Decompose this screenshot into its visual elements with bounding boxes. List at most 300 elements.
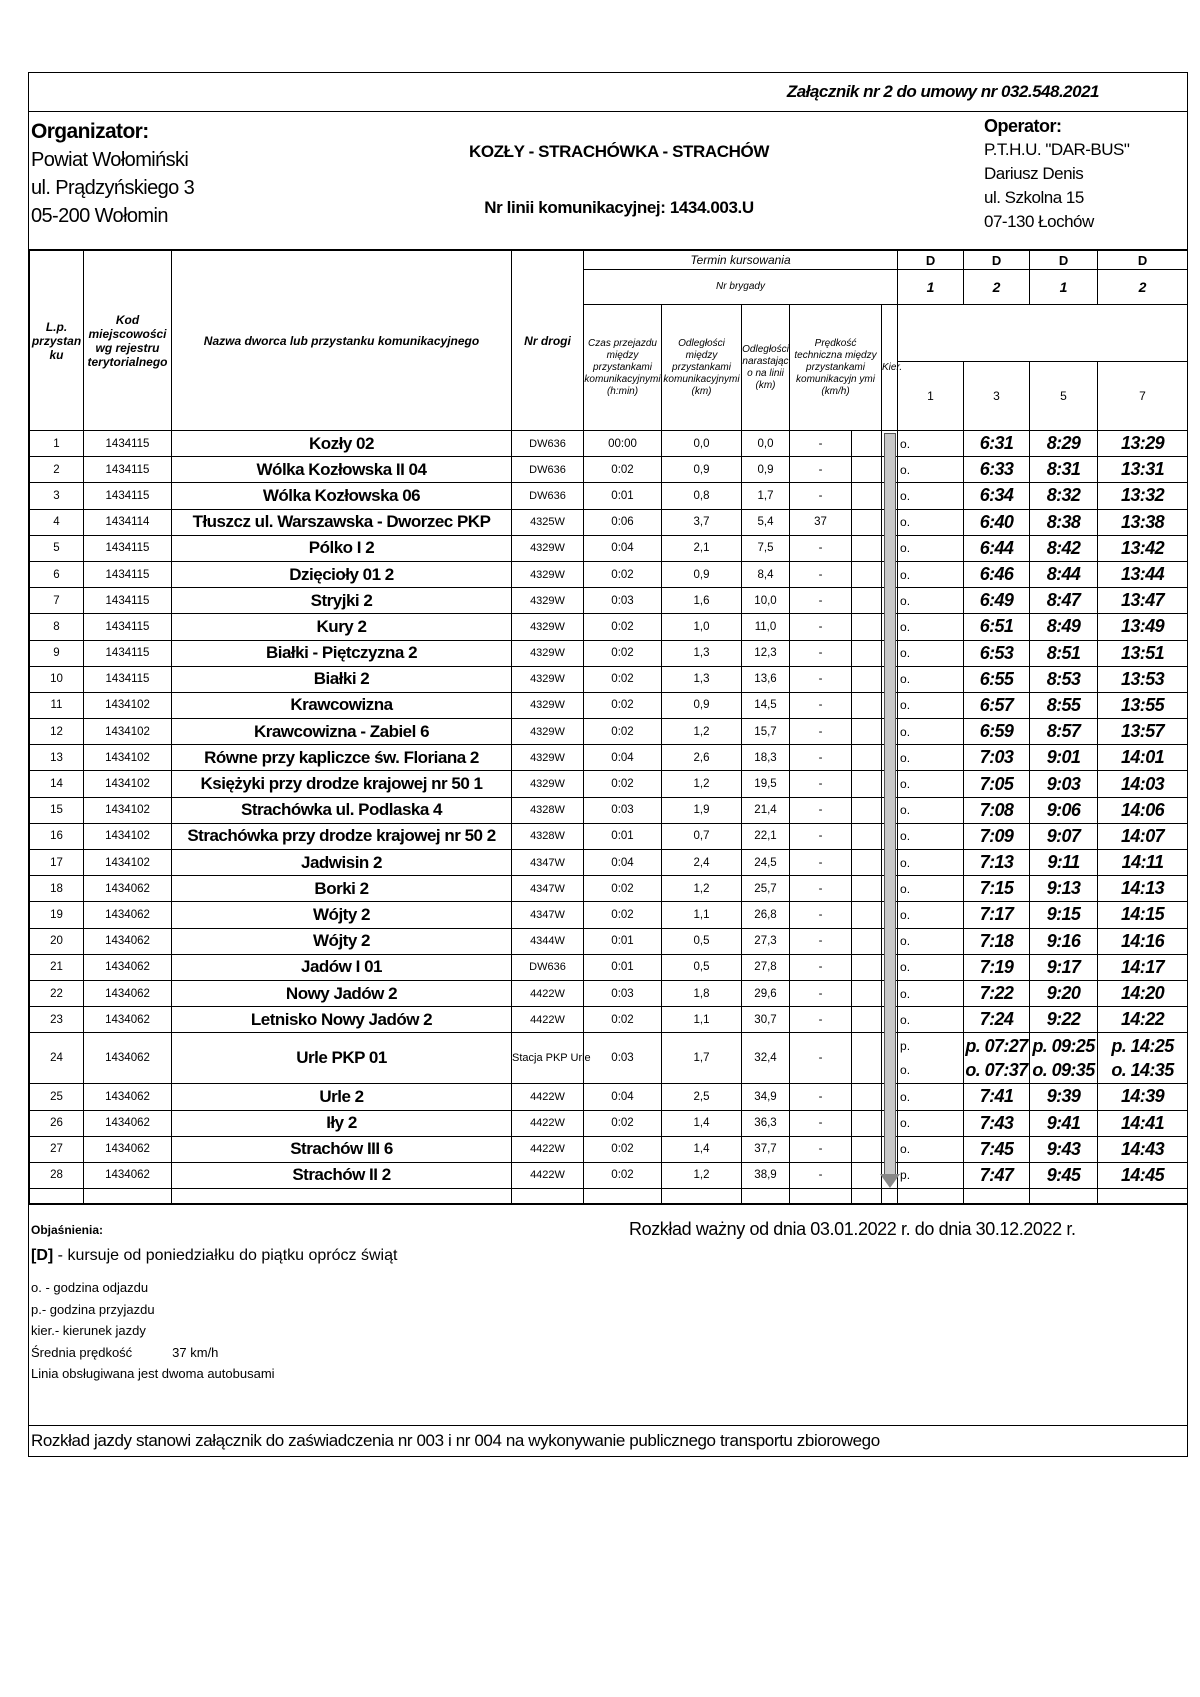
speed: - — [790, 1033, 852, 1084]
departure-time: 14:41 — [1098, 1110, 1188, 1136]
stop-number: 16 — [30, 823, 84, 849]
arrival-departure-mark: o. — [898, 954, 964, 980]
departure-time: 9:06 — [1030, 797, 1098, 823]
departure-time: 13:51 — [1098, 640, 1188, 666]
certificate-note: Rozkład jazdy stanowi załącznik do zaświadczenia nr 003 i nr 004 na wykonywanie publicznego transportu zbiorowego — [29, 1425, 1187, 1456]
departure-time: 7:47 — [964, 1162, 1030, 1188]
distance: 1,4 — [662, 1110, 742, 1136]
speed: - — [790, 876, 852, 902]
speed: 37 — [790, 509, 852, 535]
road-number: 4329W — [512, 561, 584, 587]
travel-time: 0:03 — [584, 797, 662, 823]
locality-code: 1434062 — [84, 980, 172, 1006]
travel-time: 0:03 — [584, 588, 662, 614]
header-cumulative-distance: Odległości narastając o na linii (km) — [742, 305, 790, 431]
departure-time: 13:32 — [1098, 483, 1188, 509]
header-block — [29, 112, 1187, 250]
header-brigade-3: 1 — [1030, 270, 1098, 305]
arrival-departure-mark: o. — [898, 640, 964, 666]
travel-time: 0:01 — [584, 928, 662, 954]
departure-time: 13:57 — [1098, 719, 1188, 745]
locality-code: 1434115 — [84, 588, 172, 614]
table-row — [30, 1007, 1188, 1033]
departure-time: 9:07 — [1030, 823, 1098, 849]
road-number: 4329W — [512, 535, 584, 561]
departure-time: 6:57 — [964, 692, 1030, 718]
road-number: DW636 — [512, 954, 584, 980]
stop-name: Wójty 2 — [172, 928, 512, 954]
locality-code: 1434115 — [84, 483, 172, 509]
departure-time: 6:49 — [964, 588, 1030, 614]
route-block — [449, 142, 789, 218]
locality-code: 1434102 — [84, 745, 172, 771]
locality-code: 1434114 — [84, 509, 172, 535]
speed: - — [790, 535, 852, 561]
cumulative-distance: 27,3 — [742, 928, 790, 954]
departure-time: 7:24 — [964, 1007, 1030, 1033]
road-number: 4422W — [512, 980, 584, 1006]
departure-time: 13:38 — [1098, 509, 1188, 535]
departure-time: 8:55 — [1030, 692, 1098, 718]
stop-number: 11 — [30, 692, 84, 718]
distance: 0,9 — [662, 692, 742, 718]
spacer-cell — [852, 1007, 882, 1033]
road-number: 4328W — [512, 823, 584, 849]
departure-time: 13:29 — [1098, 431, 1188, 457]
table-row — [30, 614, 1188, 640]
table-row — [30, 535, 1188, 561]
distance: 1,3 — [662, 640, 742, 666]
table-row — [30, 1084, 1188, 1110]
road-number: 4329W — [512, 588, 584, 614]
header-course-3: 5 — [1030, 362, 1098, 431]
road-number: 4344W — [512, 928, 584, 954]
distance: 0,5 — [662, 928, 742, 954]
header-course-1: 1 — [898, 362, 964, 431]
travel-time: 0:02 — [584, 457, 662, 483]
cumulative-distance: 13,6 — [742, 666, 790, 692]
departure-time: 14:20 — [1098, 980, 1188, 1006]
travel-time: 0:01 — [584, 954, 662, 980]
route-name: KOZŁY - STRACHÓWKA - STRACHÓW — [468, 142, 770, 161]
arrival-departure-mark: o. — [898, 902, 964, 928]
departure-time: 6:33 — [964, 457, 1030, 483]
road-number: DW636 — [512, 457, 584, 483]
table-row — [30, 483, 1188, 509]
speed-label: Średnia prędkość — [31, 1344, 133, 1360]
spacer-cell — [852, 1136, 882, 1162]
departure-time: 8:57 — [1030, 719, 1098, 745]
arrival-departure-mark — [898, 1033, 964, 1084]
timetable-table — [29, 250, 1188, 1204]
header-day-3: D — [1030, 251, 1098, 270]
speed: - — [790, 692, 852, 718]
cumulative-distance: 10,0 — [742, 588, 790, 614]
stop-number: 3 — [30, 483, 84, 509]
departure-time: 6:53 — [964, 640, 1030, 666]
stop-number: 15 — [30, 797, 84, 823]
cumulative-distance: 36,3 — [742, 1110, 790, 1136]
speed: - — [790, 745, 852, 771]
table-row — [30, 588, 1188, 614]
cumulative-distance: 26,8 — [742, 902, 790, 928]
spacer-cell — [852, 876, 882, 902]
departure-time: 7:03 — [964, 745, 1030, 771]
spacer-cell — [852, 719, 882, 745]
road-number: 4347W — [512, 902, 584, 928]
stop-number: 8 — [30, 614, 84, 640]
departure-time: 9:20 — [1030, 980, 1098, 1006]
distance: 1,6 — [662, 588, 742, 614]
table-row — [30, 561, 1188, 587]
spacer-cell — [852, 509, 882, 535]
spacer-cell — [852, 771, 882, 797]
departure-time: 8:31 — [1030, 457, 1098, 483]
operator-line1: P.T.H.U. "DAR-BUS" — [984, 140, 1130, 159]
distance: 0,5 — [662, 954, 742, 980]
departure-time: 9:41 — [1030, 1110, 1098, 1136]
header-day-2: D — [964, 251, 1030, 270]
stop-name: Wójty 2 — [172, 902, 512, 928]
stop-name: Wólka Kozłowska 06 — [172, 483, 512, 509]
road-number: DW636 — [512, 483, 584, 509]
header-course-2: 3 — [964, 362, 1030, 431]
departure-time: 14:13 — [1098, 876, 1188, 902]
spacer-cell — [852, 980, 882, 1006]
cumulative-distance: 29,6 — [742, 980, 790, 1006]
stop-number: 28 — [30, 1162, 84, 1188]
travel-time: 0:04 — [584, 850, 662, 876]
cumulative-distance: 7,5 — [742, 535, 790, 561]
travel-time: 0:06 — [584, 509, 662, 535]
stop-number: 25 — [30, 1084, 84, 1110]
arrival-departure-mark: o. — [898, 561, 964, 587]
road-number: 4422W — [512, 1110, 584, 1136]
travel-time: 0:02 — [584, 1007, 662, 1033]
stop-number: 20 — [30, 928, 84, 954]
stop-number: 1 — [30, 431, 84, 457]
departure-time: 13:44 — [1098, 561, 1188, 587]
speed: - — [790, 1162, 852, 1188]
speed: - — [790, 614, 852, 640]
arrival-departure-mark: o. — [898, 588, 964, 614]
header-lp: L.p. przystan ku — [30, 251, 84, 431]
spacer-cell — [852, 640, 882, 666]
distance: 0,9 — [662, 561, 742, 587]
departure-time: 14:39 — [1098, 1084, 1188, 1110]
cumulative-distance: 15,7 — [742, 719, 790, 745]
stop-name: Krawcowizna - Zabiel 6 — [172, 719, 512, 745]
arrival-departure-mark: o. — [898, 823, 964, 849]
arrival-time: p. 09:25 — [1032, 1036, 1095, 1057]
table-row — [30, 719, 1188, 745]
header-travel-time: Czas przejazdu między przystankami komunikacyjnymi (h:min) — [584, 305, 662, 431]
speed: - — [790, 771, 852, 797]
operator-block — [984, 114, 1129, 234]
legend-speed — [31, 1342, 275, 1364]
departure-time: 9:45 — [1030, 1162, 1098, 1188]
stop-number: 9 — [30, 640, 84, 666]
direction-arrow-icon — [880, 1174, 900, 1188]
road-number: 4422W — [512, 1136, 584, 1162]
speed: - — [790, 561, 852, 587]
cumulative-distance: 19,5 — [742, 771, 790, 797]
departure-time: 9:15 — [1030, 902, 1098, 928]
stop-name: Białki 2 — [172, 666, 512, 692]
distance: 0,9 — [662, 457, 742, 483]
departure-time: 8:42 — [1030, 535, 1098, 561]
travel-time: 0:02 — [584, 902, 662, 928]
arrival-departure-mark: o. — [898, 431, 964, 457]
stop-number: 27 — [30, 1136, 84, 1162]
stop-number: 22 — [30, 980, 84, 1006]
stop-number: 4 — [30, 509, 84, 535]
header-day-4: D — [1098, 251, 1188, 270]
arrival-time: p. 14:25 — [1111, 1036, 1174, 1057]
table-wrap — [29, 250, 1187, 1204]
distance: 1,2 — [662, 771, 742, 797]
arrival-departure-mark: o. — [898, 797, 964, 823]
distance: 1,1 — [662, 902, 742, 928]
departure-time: 13:53 — [1098, 666, 1188, 692]
departure-time: 13:47 — [1098, 588, 1188, 614]
departure-time: 13:31 — [1098, 457, 1188, 483]
departure-time: 14:45 — [1098, 1162, 1188, 1188]
legend-departure: o. - godzina odjazdu — [31, 1280, 149, 1296]
departure-time: 8:49 — [1030, 614, 1098, 640]
road-number: DW636 — [512, 431, 584, 457]
operator-line3: ul. Szkolna 15 — [984, 188, 1084, 207]
stop-number: 24 — [30, 1033, 84, 1084]
distance: 2,4 — [662, 850, 742, 876]
table-row — [30, 980, 1188, 1006]
distance: 0,7 — [662, 823, 742, 849]
departure-time: 14:11 — [1098, 850, 1188, 876]
departure-time: 6:44 — [964, 535, 1030, 561]
cumulative-distance: 8,4 — [742, 561, 790, 587]
spacer-cell — [852, 535, 882, 561]
departure-time: 7:09 — [964, 823, 1030, 849]
stop-name: Letnisko Nowy Jadów 2 — [172, 1007, 512, 1033]
direction-arrow-bar — [884, 433, 896, 1175]
departure-time: 7:41 — [964, 1084, 1030, 1110]
cumulative-distance: 5,4 — [742, 509, 790, 535]
cumulative-distance: 14,5 — [742, 692, 790, 718]
locality-code: 1434062 — [84, 876, 172, 902]
departure-time: 6:31 — [964, 431, 1030, 457]
arrival-departure-mark: o. — [898, 876, 964, 902]
arrival-departure-mark: o. — [898, 719, 964, 745]
arrival-departure-mark: o. — [898, 692, 964, 718]
travel-time: 0:01 — [584, 823, 662, 849]
departure-time: 6:34 — [964, 483, 1030, 509]
arrival-departure-mark: o. — [898, 928, 964, 954]
travel-time: 0:04 — [584, 1084, 662, 1110]
speed: - — [790, 1007, 852, 1033]
arrival-departure-mark: o. — [898, 1136, 964, 1162]
departure-time: 7:18 — [964, 928, 1030, 954]
stop-name: Strachówka przy drodze krajowej nr 50 2 — [172, 823, 512, 849]
day-legend — [31, 1247, 397, 1265]
departure-time: 6:46 — [964, 561, 1030, 587]
header-brigade: Nr brygady — [584, 270, 898, 305]
arrival-departure-mark: o. — [898, 666, 964, 692]
locality-code: 1434102 — [84, 797, 172, 823]
speed: - — [790, 483, 852, 509]
travel-time: 00:00 — [584, 431, 662, 457]
locality-code: 1434102 — [84, 850, 172, 876]
cumulative-distance: 12,3 — [742, 640, 790, 666]
stop-number: 6 — [30, 561, 84, 587]
speed: - — [790, 640, 852, 666]
table-row — [30, 902, 1188, 928]
departure-time: 14:17 — [1098, 954, 1188, 980]
spacer-cell — [852, 666, 882, 692]
speed: - — [790, 1084, 852, 1110]
cumulative-distance: 11,0 — [742, 614, 790, 640]
locality-code: 1434102 — [84, 692, 172, 718]
stop-name: Jadwisin 2 — [172, 850, 512, 876]
departure-time: 9:43 — [1030, 1136, 1098, 1162]
departure-time: 9:39 — [1030, 1084, 1098, 1110]
spacer-cell — [852, 1110, 882, 1136]
organizer-line3: 05-200 Wołomin — [31, 205, 168, 227]
speed: - — [790, 588, 852, 614]
departure-time: 9:16 — [1030, 928, 1098, 954]
arrival-departure-mark: o. — [898, 457, 964, 483]
road-number: 4325W — [512, 509, 584, 535]
stop-name: Urle 2 — [172, 1084, 512, 1110]
arrival-departure-mark: p. — [898, 1162, 964, 1188]
stop-name: Tłuszcz ul. Warszawska - Dworzec PKP — [172, 509, 512, 535]
distance: 1,3 — [662, 666, 742, 692]
stop-number: 10 — [30, 666, 84, 692]
cumulative-distance: 22,1 — [742, 823, 790, 849]
departure-time: 14:43 — [1098, 1136, 1188, 1162]
locality-code: 1434062 — [84, 902, 172, 928]
header-brigade-1: 1 — [898, 270, 964, 305]
travel-time: 0:01 — [584, 483, 662, 509]
departure-time: 6:51 — [964, 614, 1030, 640]
distance: 2,5 — [662, 1084, 742, 1110]
organizer-line1: Powiat Wołomiński — [31, 149, 189, 171]
arrival-departure-mark: o. — [898, 483, 964, 509]
timetable-sheet — [28, 72, 1188, 1457]
travel-time: 0:02 — [584, 1136, 662, 1162]
arrival-departure-mark: o. — [898, 771, 964, 797]
organizer-line2: ul. Prądzyńskiego 3 — [31, 177, 195, 199]
departure-time: 14:07 — [1098, 823, 1188, 849]
table-row — [30, 850, 1188, 876]
departure-time: 7:13 — [964, 850, 1030, 876]
table-row — [30, 745, 1188, 771]
table-row — [30, 509, 1188, 535]
travel-time: 0:03 — [584, 980, 662, 1006]
departure-time: 14:15 — [1098, 902, 1188, 928]
speed: - — [790, 1110, 852, 1136]
header-brigade-2: 2 — [964, 270, 1030, 305]
departure-time-after-stop: o. 07:37 — [965, 1060, 1028, 1081]
cumulative-distance: 18,3 — [742, 745, 790, 771]
departure-time: 8:32 — [1030, 483, 1098, 509]
travel-time: 0:03 — [584, 1033, 662, 1084]
day-legend-text: - kursuje od poniedziałku do piątku oprócz świąt — [53, 1247, 398, 1265]
travel-time: 0:02 — [584, 666, 662, 692]
locality-code: 1434062 — [84, 1033, 172, 1084]
table-row — [30, 1033, 1188, 1084]
departure-time: 7:19 — [964, 954, 1030, 980]
footer-notes — [29, 1204, 1187, 1425]
departure-time: 9:01 — [1030, 745, 1098, 771]
departure-time: 7:17 — [964, 902, 1030, 928]
stop-name: Kozły 02 — [172, 431, 512, 457]
distance: 2,6 — [662, 745, 742, 771]
stop-name: Strachów II 2 — [172, 1162, 512, 1188]
distance: 0,8 — [662, 483, 742, 509]
legend-direction: kier.- kierunek jazdy — [31, 1323, 146, 1339]
travel-time: 0:02 — [584, 614, 662, 640]
header-brigade-4: 2 — [1098, 270, 1188, 305]
distance: 1,2 — [662, 719, 742, 745]
departure-time — [964, 1033, 1030, 1084]
speed: - — [790, 797, 852, 823]
speed: - — [790, 1136, 852, 1162]
travel-time: 0:02 — [584, 692, 662, 718]
locality-code: 1434115 — [84, 431, 172, 457]
distance: 2,1 — [662, 535, 742, 561]
departure-time: 13:55 — [1098, 692, 1188, 718]
departure-time: 14:01 — [1098, 745, 1188, 771]
speed-value: 37 km/h — [172, 1344, 219, 1360]
stop-number: 17 — [30, 850, 84, 876]
timetable-rows — [30, 431, 1188, 1189]
departure-time: 7:15 — [964, 876, 1030, 902]
road-number: Stacja PKP Urle — [512, 1033, 584, 1084]
travel-time: 0:04 — [584, 745, 662, 771]
locality-code: 1434062 — [84, 1162, 172, 1188]
table-row — [30, 692, 1188, 718]
table-row — [30, 640, 1188, 666]
spacer-cell — [852, 823, 882, 849]
stop-name: Kury 2 — [172, 614, 512, 640]
departure-mark: o. — [900, 1063, 911, 1078]
road-number: 4328W — [512, 797, 584, 823]
departure-time: 8:29 — [1030, 431, 1098, 457]
spacer-cell — [852, 1162, 882, 1188]
distance: 1,2 — [662, 876, 742, 902]
departure-time: 8:44 — [1030, 561, 1098, 587]
locality-code: 1434062 — [84, 1110, 172, 1136]
speed: - — [790, 902, 852, 928]
locality-code: 1434062 — [84, 928, 172, 954]
locality-code: 1434102 — [84, 771, 172, 797]
departure-time: 7:43 — [964, 1110, 1030, 1136]
legend-buses: Linia obsługiwana jest dwoma autobusami — [31, 1366, 275, 1382]
stop-name: Stryjki 2 — [172, 588, 512, 614]
arrival-departure-mark: o. — [898, 850, 964, 876]
table-row — [30, 431, 1188, 457]
departure-time: 8:53 — [1030, 666, 1098, 692]
cumulative-distance: 0,9 — [742, 457, 790, 483]
departure-time: 9:22 — [1030, 1007, 1098, 1033]
travel-time: 0:02 — [584, 640, 662, 666]
arrival-departure-mark: o. — [898, 745, 964, 771]
header-stop-name: Nazwa dworca lub przystanku komunikacyjnego — [172, 251, 512, 431]
locality-code: 1434102 — [84, 823, 172, 849]
stop-name: Jadów I 01 — [172, 954, 512, 980]
stop-name: Wólka Kozłowska II 04 — [172, 457, 512, 483]
distance: 1,7 — [662, 1033, 742, 1084]
